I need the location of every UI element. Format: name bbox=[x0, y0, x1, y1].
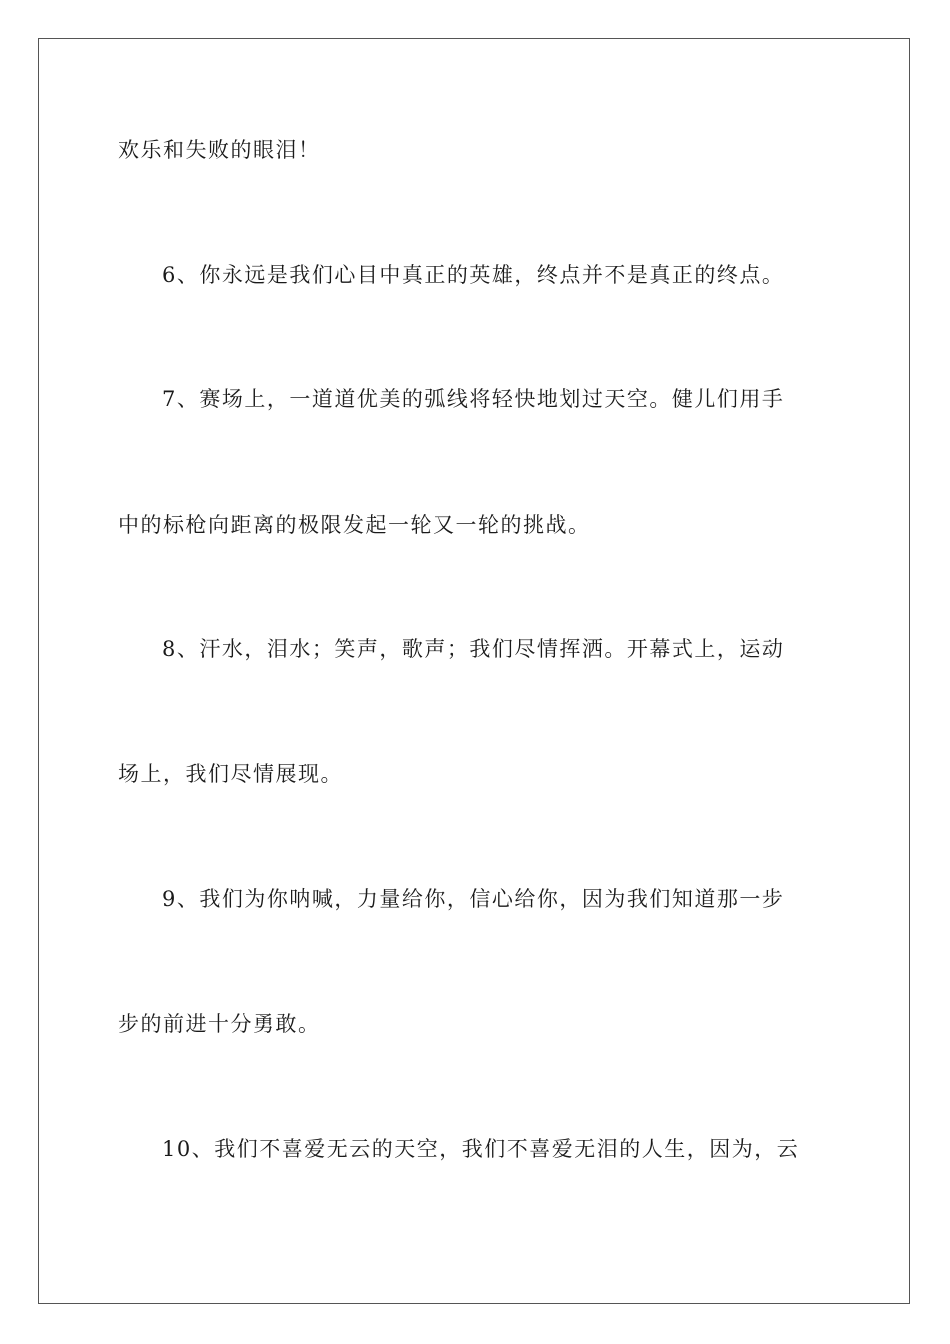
text-line-item-8: 8、汗水，泪水；笑声，歌声；我们尽情挥洒。开幕式上，运动 bbox=[162, 637, 785, 661]
text-line-item-6: 6、你永远是我们心目中真正的英雄，终点并不是真正的终点。 bbox=[162, 263, 785, 287]
text-line-item-7: 7、赛场上，一道道优美的弧线将轻快地划过天空。健儿们用手 bbox=[162, 387, 785, 411]
text-line-item-8-continued: 场上，我们尽情展现。 bbox=[118, 762, 343, 786]
text-line-item-9: 9、我们为你呐喊，力量给你，信心给你，因为我们知道那一步 bbox=[162, 887, 785, 911]
text-line-continuation: 欢乐和失败的眼泪！ bbox=[118, 138, 321, 162]
text-line-item-9-continued: 步的前进十分勇敢。 bbox=[118, 1012, 321, 1036]
text-line-item-10: 10、我们不喜爱无云的天空，我们不喜爱无泪的人生，因为，云 bbox=[162, 1137, 800, 1161]
text-line-item-7-continued: 中的标枪向距离的极限发起一轮又一轮的挑战。 bbox=[118, 513, 591, 537]
page-border bbox=[38, 38, 910, 1304]
